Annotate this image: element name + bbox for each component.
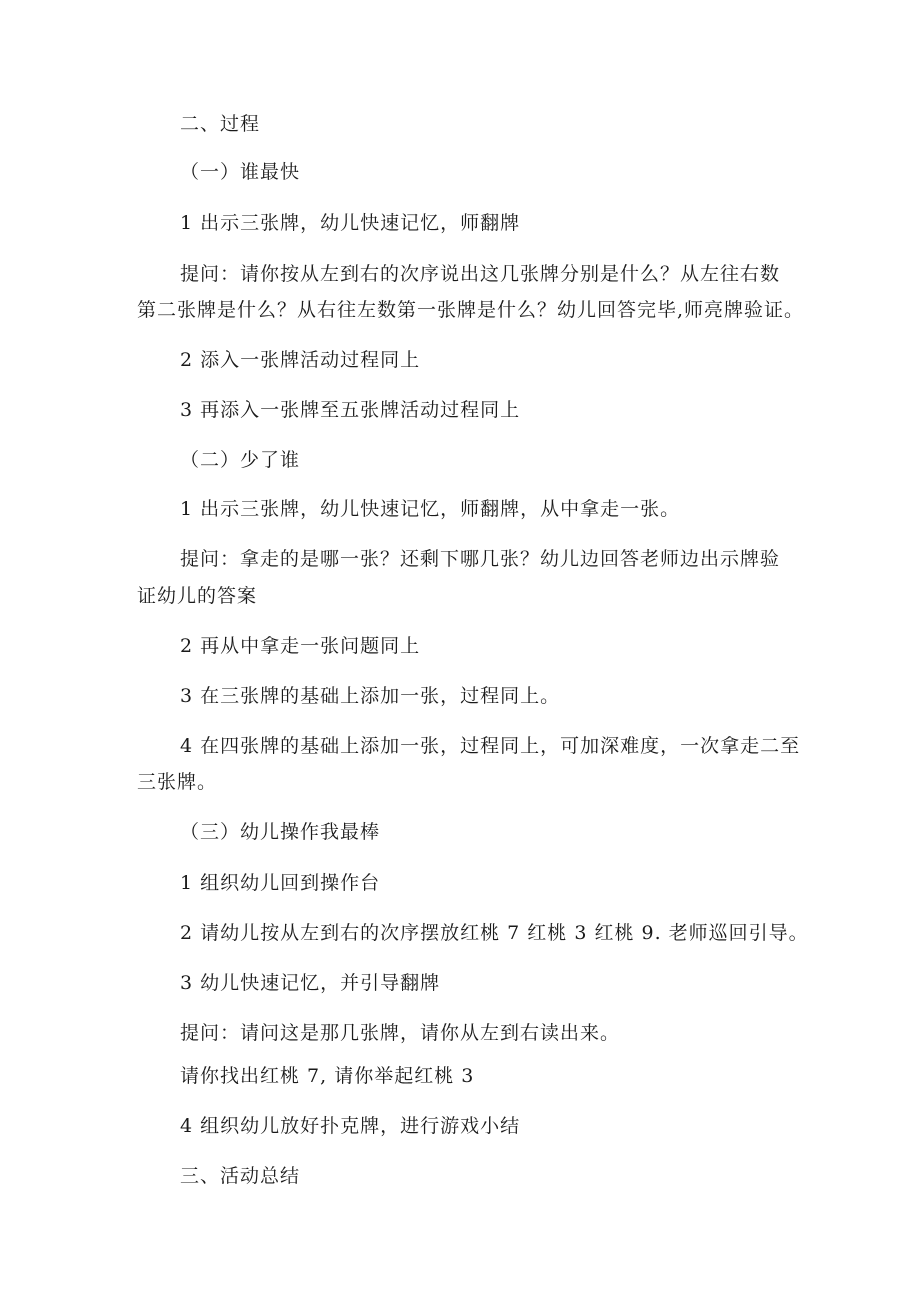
paragraph-line: 1 出示三张牌，幼儿快速记忆，师翻牌，从中拿走一张。: [180, 498, 681, 520]
paragraph-line: 2 请幼儿按从左到右的次序摆放红桃 7 红桃 3 红桃 9. 老师巡回引导。: [180, 922, 809, 944]
paragraph-line: 三张牌。: [137, 771, 218, 793]
paragraph-line: 提问：请你按从左到右的次序说出这几张牌分别是什么？从左往右数: [180, 263, 781, 285]
section-heading-process: 二、过程: [180, 113, 261, 135]
paragraph-line: 请你找出红桃 7, 请你举起红桃 3: [180, 1065, 475, 1087]
paragraph-line: 4 组织幼儿放好扑克牌，进行游戏小结: [180, 1115, 521, 1137]
paragraph-line: 2 再从中拿走一张问题同上: [180, 635, 421, 657]
paragraph-line: 1 出示三张牌，幼儿快速记忆，师翻牌: [180, 212, 521, 234]
paragraph-line: 1 组织幼儿回到操作台: [180, 872, 381, 894]
paragraph-line: 3 幼儿快速记忆，并引导翻牌: [180, 972, 441, 994]
section-heading-activity-summary: 三、活动总结: [180, 1165, 301, 1187]
paragraph-line: 3 再添入一张牌至五张牌活动过程同上: [180, 399, 521, 421]
paragraph-line: 提问：请问这是那几张牌，请你从左到右读出来。: [180, 1022, 621, 1044]
paragraph-line: 2 添入一张牌活动过程同上: [180, 349, 421, 371]
subsection-heading-who-fastest: （一）谁最快: [180, 161, 301, 183]
paragraph-line: 4 在四张牌的基础上添加一张，过程同上，可加深难度，一次拿走二至: [180, 735, 801, 757]
subsection-heading-who-missing: （二）少了谁: [180, 449, 301, 471]
paragraph-line: 证幼儿的答案: [137, 585, 258, 607]
paragraph-line: 提问：拿走的是哪一张？还剩下哪几张？幼儿边回答老师边出示牌验: [180, 548, 781, 570]
paragraph-line: 3 在三张牌的基础上添加一张，过程同上。: [180, 685, 561, 707]
subsection-heading-child-operation: （三）幼儿操作我最棒: [180, 821, 381, 843]
paragraph-line: 第二张牌是什么？从右往左数第一张牌是什么？幼儿回答完毕,师亮牌验证。: [137, 299, 805, 321]
